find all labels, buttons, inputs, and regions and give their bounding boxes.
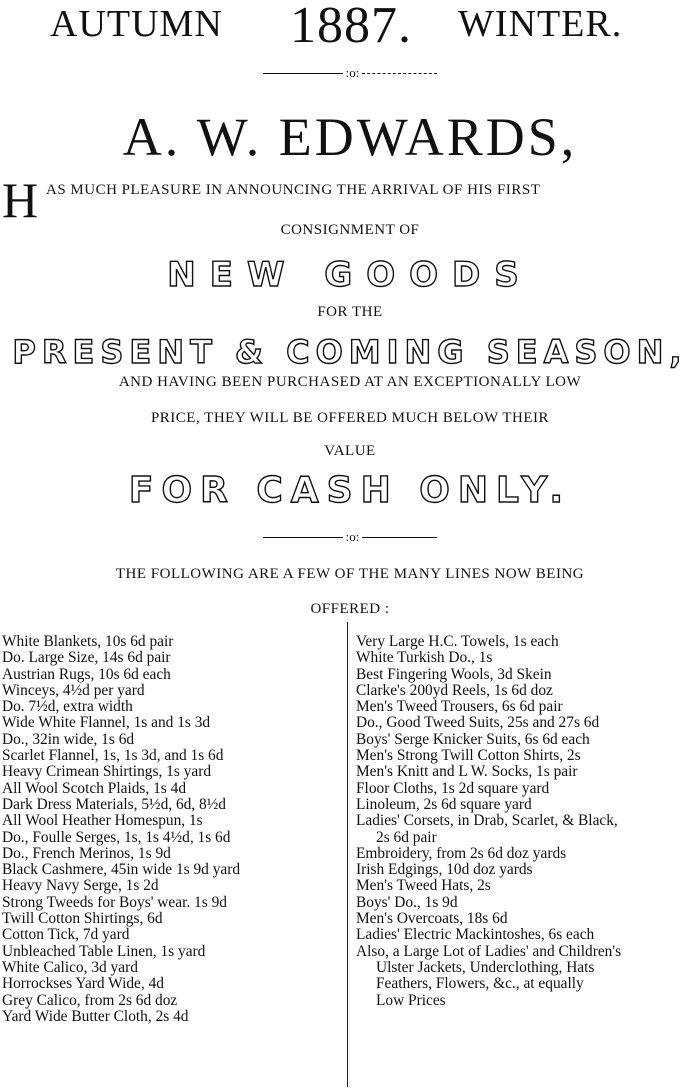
list-item: Do., French Merinos, 1s 9d xyxy=(2,844,171,862)
season-headline xyxy=(0,2,700,52)
list-item: Ladies' Corsets, in Drab, Scarlet, & Black, xyxy=(356,812,618,830)
list-item: Floor Cloths, 1s 2d square yard xyxy=(356,779,550,797)
list-item: Twill Cotton Shirtings, 6d xyxy=(2,910,163,928)
list-item: Yard Wide Butter Cloth, 2s 4d xyxy=(2,1007,189,1025)
purchase-line-2: PRICE, THEY WILL BE OFFERED MUCH BELOW THEIR xyxy=(150,410,550,426)
list-item: White Blankets, 10s 6d pair xyxy=(2,633,174,650)
list-item: Embroidery, from 2s 6d doz yards xyxy=(356,844,567,862)
season-right: WINTER. xyxy=(458,3,623,45)
for-the-text: FOR THE xyxy=(317,304,383,320)
list-item: White Calico, 3d yard xyxy=(2,958,138,976)
list-item: Men's Tweed Hats, 2s xyxy=(356,877,491,895)
list-item: Best Fingering Wools, 3d Skein xyxy=(356,665,552,683)
merchant-name: A. W. EDWARDS, xyxy=(122,107,578,167)
announcement xyxy=(2,172,698,228)
rule-line xyxy=(263,73,343,74)
list-item: Strong Tweeds for Boys' wear. 1s 9d xyxy=(2,893,227,911)
list-item: Men's Tweed Trousers, 6s 6d pair xyxy=(356,698,563,716)
ornamental-rule-bottom xyxy=(0,528,700,545)
list-item: White Turkish Do., 1s xyxy=(356,649,493,667)
list-item: Boys' Do., 1s 9d xyxy=(356,893,458,911)
list-item: Low Prices xyxy=(376,991,446,1009)
right-price-list xyxy=(356,634,698,1009)
season-left: AUTUMN xyxy=(50,3,223,45)
ornamental-rule-top xyxy=(0,64,700,81)
list-item: Men's Strong Twill Cotton Shirts, 2s xyxy=(356,747,581,765)
column-divider xyxy=(347,622,348,1087)
list-item: Irish Edgings, 10d doz yards xyxy=(356,861,533,879)
rule-mark: :o: xyxy=(345,529,360,545)
list-item: Unbleached Table Linen, 1s yard xyxy=(2,942,206,960)
season-heading: PRESENT & COMING SEASON, xyxy=(12,333,688,371)
list-item: Black Cashmere, 45in wide 1s 9d yard xyxy=(2,861,241,879)
list-item: Ladies' Electric Mackintoshes, 6s each xyxy=(356,926,595,944)
following-line-2: OFFERED : xyxy=(310,601,390,617)
list-item: Do. 7½d, extra width xyxy=(2,698,133,716)
list-item: Do., Good Tweed Suits, 25s and 27s 6d xyxy=(356,714,600,732)
list-item: Boys' Serge Knicker Suits, 6s 6d each xyxy=(356,730,590,748)
new-goods-heading: NEW GOODS xyxy=(167,255,533,295)
list-item: All Wool Scotch Plaids, 1s 4d xyxy=(2,779,187,797)
purchase-line-3: VALUE xyxy=(324,443,376,459)
list-item: Linoleum, 2s 6d square yard xyxy=(356,795,532,813)
list-item: Grey Calico, from 2s 6d doz xyxy=(2,991,178,1009)
list-item: Do., Foulle Serges, 1s, 1s 4½d, 1s 6d xyxy=(2,828,231,846)
list-item: Scarlet Flannel, 1s, 1s 3d, and 1s 6d xyxy=(2,747,224,765)
list-item: Clarke's 200yd Reels, 1s 6d doz xyxy=(356,681,553,699)
drop-cap: H xyxy=(2,172,39,228)
left-price-list xyxy=(2,634,342,1025)
list-item: Very Large H.C. Towels, 1s each xyxy=(356,633,559,650)
rule-line xyxy=(362,537,437,538)
list-item: Horrockses Yard Wide, 4d xyxy=(2,975,164,993)
list-item: Also, a Large Lot of Ladies' and Children's xyxy=(356,942,622,960)
list-item: Do., 32in wide, 1s 6d xyxy=(2,730,135,748)
list-item: Do. Large Size, 14s 6d pair xyxy=(2,649,171,667)
list-item: Dark Dress Materials, 5½d, 6d, 8½d xyxy=(2,795,226,813)
year: 1887. xyxy=(290,0,412,54)
list-item: Wide White Flannel, 1s and 1s 3d xyxy=(2,714,211,732)
cash-only-heading: FOR CASH ONLY. xyxy=(128,470,572,511)
rule-line xyxy=(263,537,343,538)
list-item: Heavy Crimean Shirtings, 1s yard xyxy=(2,763,212,781)
announcement-line-2: CONSIGNMENT OF xyxy=(280,222,420,238)
announcement-line-1: AS MUCH PLEASURE IN ANNOUNCING THE ARRIVAL OF HIS FIRST xyxy=(46,182,541,198)
list-item: Men's Knitt and L W. Socks, 1s pair xyxy=(356,763,578,781)
list-item: All Wool Heather Homespun, 1s xyxy=(2,812,203,830)
list-item: 2s 6d pair xyxy=(376,828,437,846)
list-item: Cotton Tick, 7d yard xyxy=(2,926,130,944)
list-item: Austrian Rugs, 10s 6d each xyxy=(2,665,171,683)
rule-line xyxy=(362,73,437,74)
rule-mark: :o: xyxy=(345,65,360,81)
list-item: Heavy Navy Serge, 1s 2d xyxy=(2,877,159,895)
purchase-line-1: AND HAVING BEEN PURCHASED AT AN EXCEPTIONALLY LOW xyxy=(118,374,582,390)
list-item: Ulster Jackets, Underclothing, Hats xyxy=(376,958,595,976)
following-line-1: THE FOLLOWING ARE A FEW OF THE MANY LINES NOW BEING xyxy=(115,566,585,582)
list-item: Men's Overcoats, 18s 6d xyxy=(356,910,508,928)
list-item: Feathers, Flowers, &c., at equally xyxy=(376,975,584,993)
list-item: Winceys, 4½d per yard xyxy=(2,681,145,699)
